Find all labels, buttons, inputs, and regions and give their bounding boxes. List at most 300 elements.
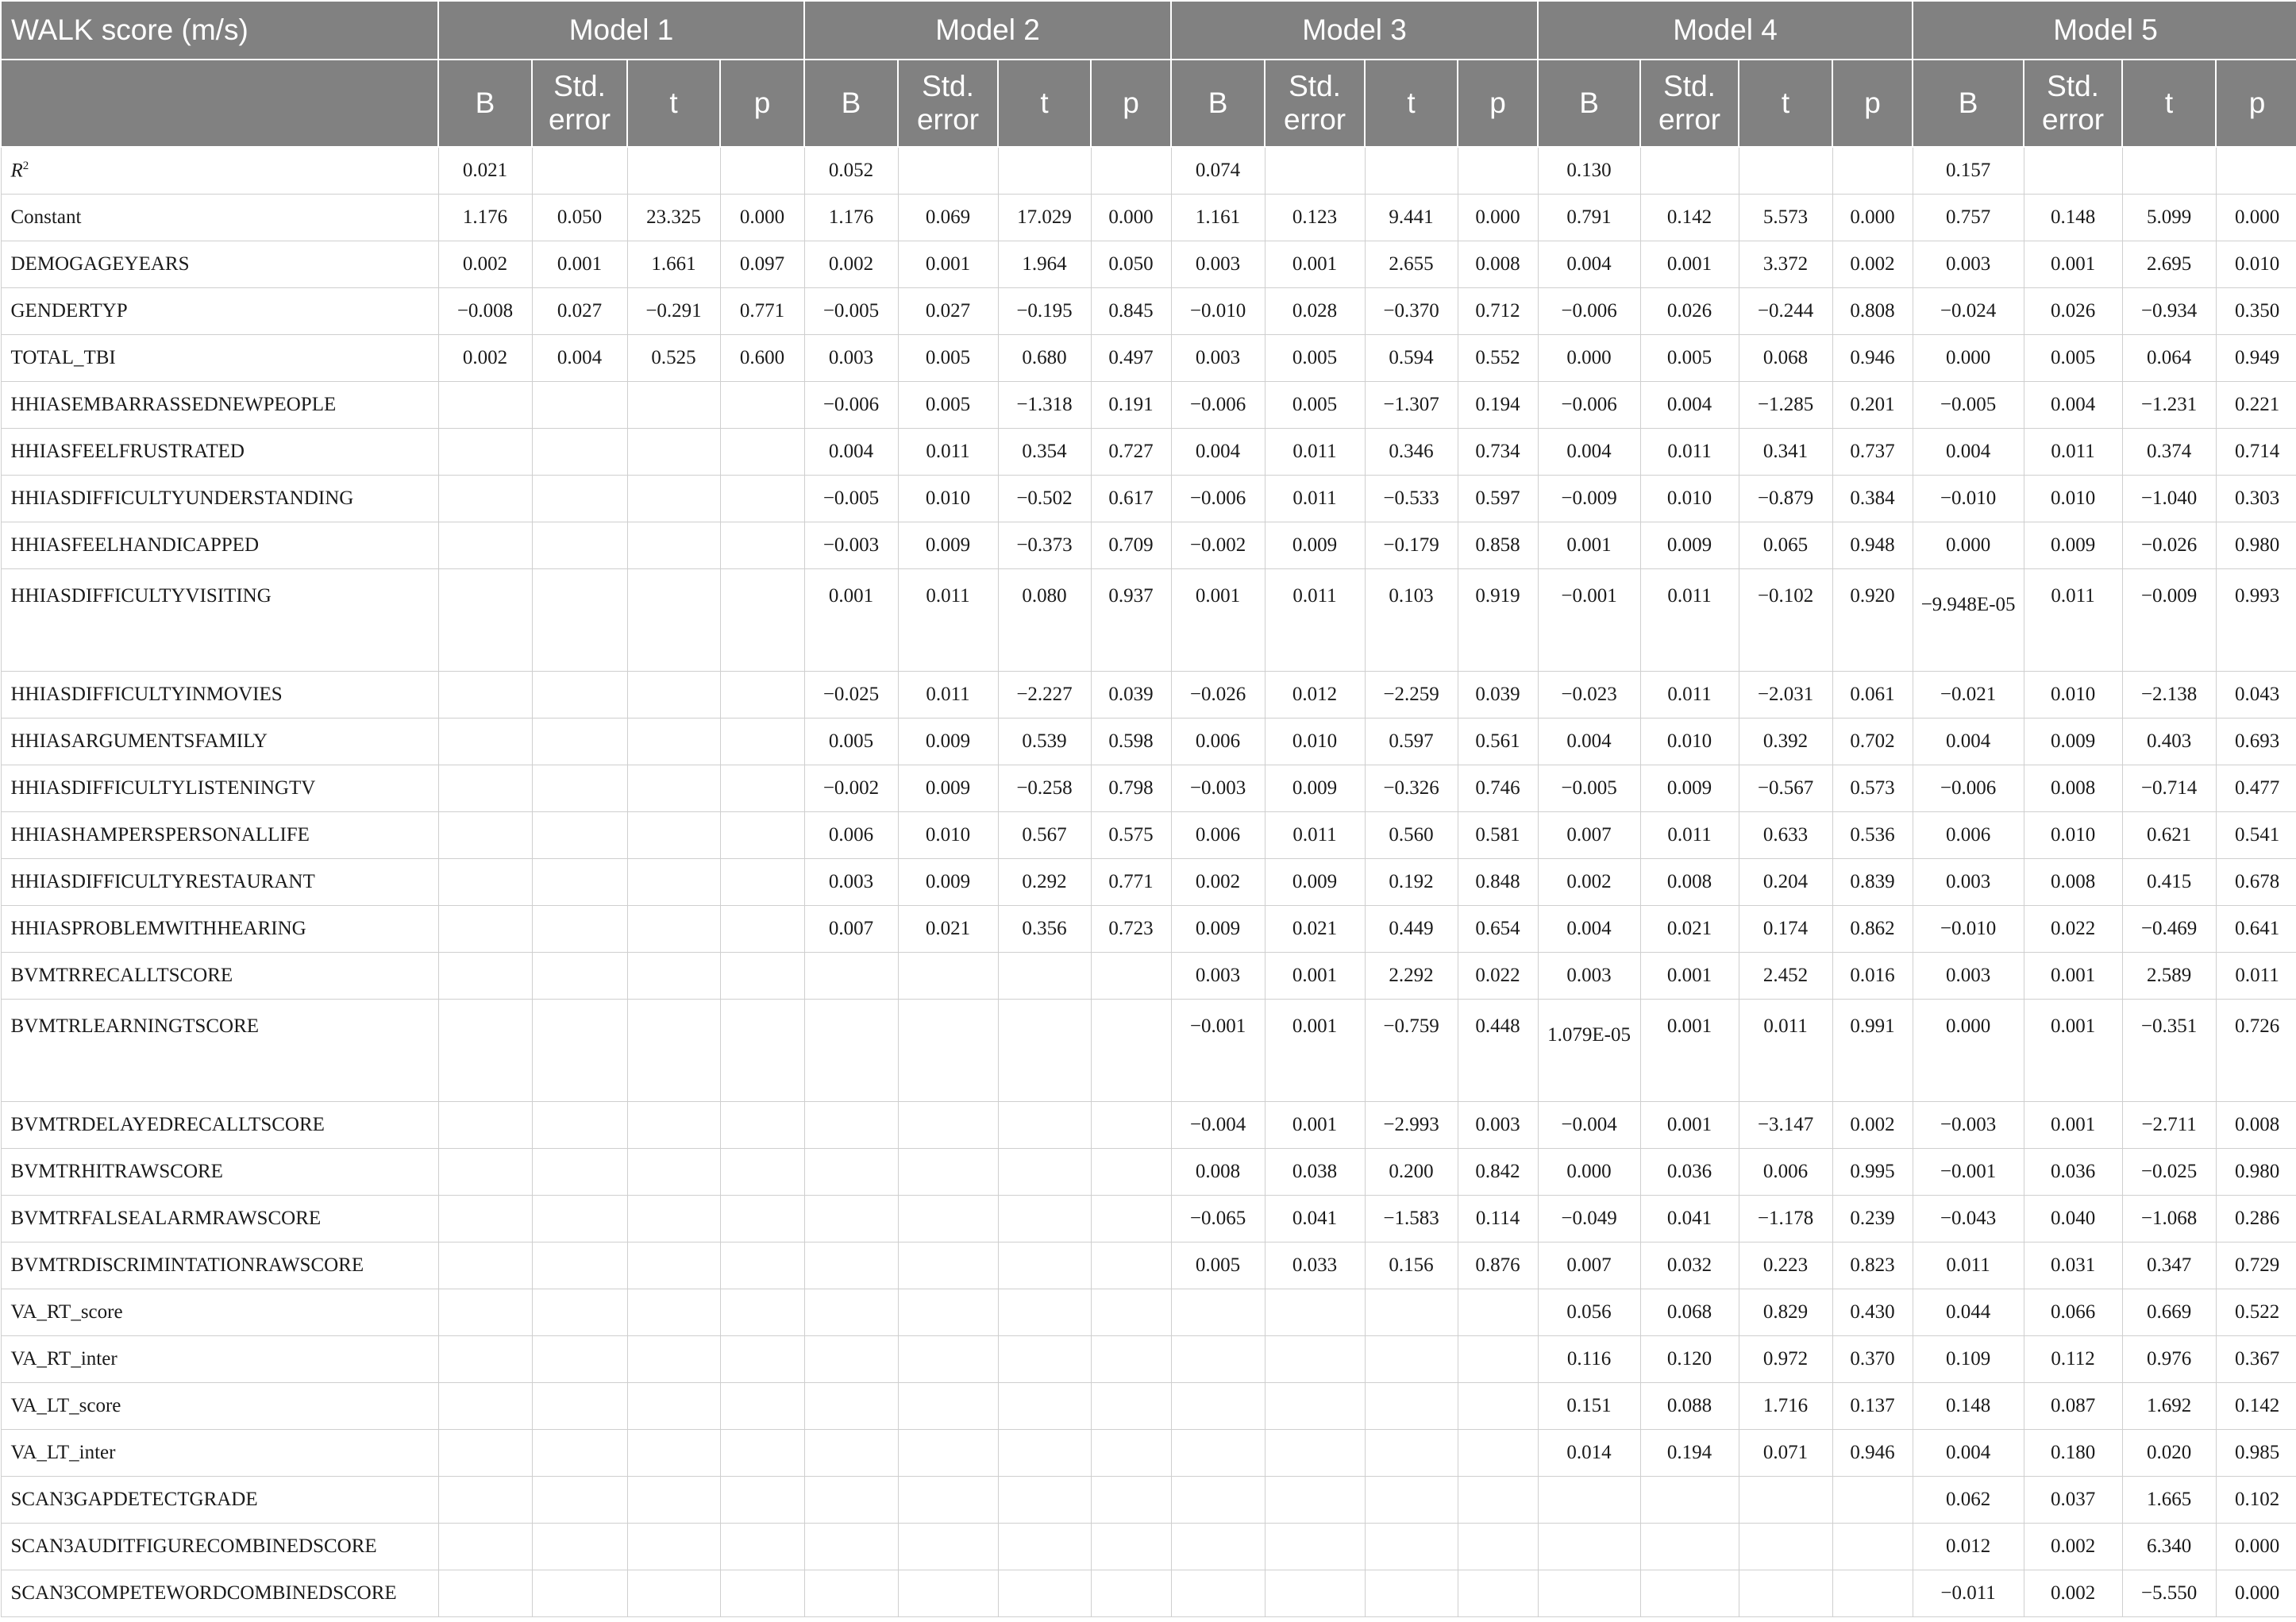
- table-cell: 0.194: [1640, 1430, 1739, 1477]
- table-cell: 0.726: [2216, 1000, 2296, 1102]
- table-cell: 0.004: [1171, 429, 1265, 476]
- table-cell: [720, 1000, 804, 1102]
- table-cell: 0.011: [1640, 812, 1739, 859]
- table-cell: [627, 1336, 720, 1383]
- table-cell: 0.003: [804, 335, 898, 382]
- table-cell: 0.995: [1832, 1149, 1913, 1196]
- table-row: [1, 241, 2296, 288]
- table-cell: −0.009: [2122, 569, 2216, 672]
- table-cell: 0.920: [1832, 569, 1913, 672]
- table-cell: 0.448: [1458, 1000, 1538, 1102]
- table-row: [1, 1000, 2296, 1102]
- subheader-p: p: [1832, 60, 1913, 147]
- table-cell: [898, 1430, 998, 1477]
- table-cell: 0.005: [1265, 335, 1365, 382]
- table-cell: 0.080: [998, 569, 1091, 672]
- subheader-p: p: [1458, 60, 1538, 147]
- table-cell: 0.669: [2122, 1289, 2216, 1336]
- subheader-std-error: Std. error: [2024, 60, 2122, 147]
- table-cell: [1265, 1477, 1365, 1524]
- table-row: [1, 1477, 2296, 1524]
- r2-value: 0.130: [1538, 147, 1640, 195]
- table-cell: [1091, 1383, 1171, 1430]
- table-cell: 0.204: [1739, 859, 1832, 906]
- table-cell: [804, 1243, 898, 1289]
- table-cell: 0.757: [1913, 195, 2024, 241]
- row-label: HHIASDIFFICULTYINMOVIES: [1, 672, 438, 719]
- table-cell: 0.005: [898, 382, 998, 429]
- table-cell: 0.026: [2024, 288, 2122, 335]
- table-row: [1, 288, 2296, 335]
- table-cell: [438, 1149, 532, 1196]
- table-cell: [1365, 1430, 1458, 1477]
- table-cell: 0.137: [1832, 1383, 1913, 1430]
- table-cell: 0.011: [898, 672, 998, 719]
- table-cell: −0.021: [1913, 672, 2024, 719]
- table-cell: 0.002: [438, 241, 532, 288]
- table-cell: −0.373: [998, 522, 1091, 569]
- table-cell: 0.120: [1640, 1336, 1739, 1383]
- table-cell: 0.003: [1458, 1102, 1538, 1149]
- table-cell: −0.326: [1365, 765, 1458, 812]
- table-row: [1, 195, 2296, 241]
- subheader-row: [1, 60, 2296, 147]
- table-cell: [438, 906, 532, 953]
- subheader-std-error: Std. error: [1265, 60, 1365, 147]
- table-cell: −0.351: [2122, 1000, 2216, 1102]
- table-cell: [1265, 1336, 1365, 1383]
- table-cell: 0.001: [1265, 241, 1365, 288]
- table-cell: 0.010: [1640, 476, 1739, 522]
- table-cell: 0.347: [2122, 1243, 2216, 1289]
- table-cell: 0.356: [998, 906, 1091, 953]
- table-row: [1, 429, 2296, 476]
- table-cell: −0.533: [1365, 476, 1458, 522]
- table-row: [1, 1243, 2296, 1289]
- table-cell: 0.654: [1458, 906, 1538, 953]
- table-cell: 0.142: [1640, 195, 1739, 241]
- table-cell: [438, 522, 532, 569]
- table-cell: −0.009: [1538, 476, 1640, 522]
- table-cell: 0.848: [1458, 859, 1538, 906]
- table-cell: [1091, 1102, 1171, 1149]
- table-cell: [1538, 1570, 1640, 1617]
- table-cell: 0.746: [1458, 765, 1538, 812]
- table-cell: [804, 1570, 898, 1617]
- table-cell: 0.001: [1640, 1000, 1739, 1102]
- table-cell: [532, 1430, 627, 1477]
- table-cell: 0.000: [1913, 335, 2024, 382]
- table-cell: 0.112: [2024, 1336, 2122, 1383]
- table-cell: 0.009: [898, 522, 998, 569]
- row-label: HHIASARGUMENTSFAMILY: [1, 719, 438, 765]
- table-cell: 0.116: [1538, 1336, 1640, 1383]
- table-cell: 0.011: [2024, 569, 2122, 672]
- table-header: [1, 1, 2296, 147]
- table-cell: [532, 672, 627, 719]
- table-cell: 0.001: [1265, 1000, 1365, 1102]
- table-cell: 0.004: [1538, 241, 1640, 288]
- r2-value: 0.074: [1171, 147, 1265, 195]
- table-cell: [438, 1570, 532, 1617]
- table-cell: 0.292: [998, 859, 1091, 906]
- table-cell: 0.003: [804, 859, 898, 906]
- table-cell: −0.714: [2122, 765, 2216, 812]
- table-cell: 0.430: [1832, 1289, 1913, 1336]
- table-cell: [1091, 1430, 1171, 1477]
- table-cell: [998, 1149, 1091, 1196]
- table-cell: 0.009: [1265, 522, 1365, 569]
- table-cell: −0.010: [1171, 288, 1265, 335]
- row-label: BVMTRDELAYEDRECALLTSCORE: [1, 1102, 438, 1149]
- table-cell: 0.005: [898, 335, 998, 382]
- table-cell: 9.441: [1365, 195, 1458, 241]
- table-cell: [1458, 1477, 1538, 1524]
- table-cell: −0.006: [1538, 382, 1640, 429]
- table-cell: −9.948E-05: [1913, 569, 2024, 672]
- table-cell: [532, 1289, 627, 1336]
- table-cell: [1171, 1524, 1265, 1570]
- table-cell: [627, 1477, 720, 1524]
- row-label: TOTAL_TBI: [1, 335, 438, 382]
- table-cell: 17.029: [998, 195, 1091, 241]
- table-cell: 0.004: [1913, 1430, 2024, 1477]
- table-cell: [720, 719, 804, 765]
- subheader-p: p: [2216, 60, 2296, 147]
- table-row: [1, 812, 2296, 859]
- table-cell: 0.633: [1739, 812, 1832, 859]
- subheader-t: t: [627, 60, 720, 147]
- table-cell: 0.560: [1365, 812, 1458, 859]
- table-cell: 0.876: [1458, 1243, 1538, 1289]
- table-cell: 0.021: [1640, 906, 1739, 953]
- table-cell: 0.021: [898, 906, 998, 953]
- table-row: [1, 569, 2296, 672]
- table-cell: −5.550: [2122, 1570, 2216, 1617]
- table-cell: −0.001: [1171, 1000, 1265, 1102]
- table-cell: [532, 382, 627, 429]
- table-cell: 0.678: [2216, 859, 2296, 906]
- table-cell: [720, 476, 804, 522]
- subheader-b: B: [438, 60, 532, 147]
- table-cell: −0.370: [1365, 288, 1458, 335]
- table-cell: [998, 1196, 1091, 1243]
- table-cell: 0.011: [1265, 569, 1365, 672]
- table-cell: −0.102: [1739, 569, 1832, 672]
- table-cell: [1265, 1430, 1365, 1477]
- table-cell: 0.005: [1171, 1243, 1265, 1289]
- table-row: [1, 1289, 2296, 1336]
- table-cell: 0.010: [898, 812, 998, 859]
- table-cell: 0.002: [1832, 1102, 1913, 1149]
- table-cell: 0.003: [1171, 335, 1265, 382]
- table-cell: [998, 1570, 1091, 1617]
- table-cell: 0.007: [804, 906, 898, 953]
- table-cell: 0.000: [720, 195, 804, 241]
- table-cell: [1265, 1289, 1365, 1336]
- table-cell: 0.011: [1265, 429, 1365, 476]
- table-cell: [532, 1570, 627, 1617]
- table-cell: −0.005: [804, 476, 898, 522]
- table-cell: [532, 1336, 627, 1383]
- table-cell: 0.036: [1640, 1149, 1739, 1196]
- table-cell: 0.064: [2122, 335, 2216, 382]
- table-cell: 0.103: [1365, 569, 1458, 672]
- table-cell: [438, 429, 532, 476]
- table-cell: 0.723: [1091, 906, 1171, 953]
- table-cell: 0.001: [1265, 953, 1365, 1000]
- table-cell: 0.097: [720, 241, 804, 288]
- table-cell: 0.066: [2024, 1289, 2122, 1336]
- table-cell: [627, 719, 720, 765]
- table-cell: [532, 1243, 627, 1289]
- model-header: Model 4: [1538, 1, 1913, 60]
- table-cell: [1171, 1336, 1265, 1383]
- table-cell: 0.071: [1739, 1430, 1832, 1477]
- table-cell: [720, 765, 804, 812]
- table-cell: 23.325: [627, 195, 720, 241]
- table-cell: −0.004: [1538, 1102, 1640, 1149]
- table-cell: [804, 1196, 898, 1243]
- table-row: [1, 765, 2296, 812]
- table-cell: [532, 859, 627, 906]
- table-cell: [898, 1196, 998, 1243]
- table-cell: 2.452: [1739, 953, 1832, 1000]
- table-cell: [1739, 1570, 1832, 1617]
- table-cell: 0.919: [1458, 569, 1538, 672]
- table-cell: [438, 1289, 532, 1336]
- table-cell: 0.062: [1913, 1477, 2024, 1524]
- table-cell: 0.008: [1171, 1149, 1265, 1196]
- table-cell: [998, 1243, 1091, 1289]
- table-cell: 0.037: [2024, 1477, 2122, 1524]
- table-cell: 3.372: [1739, 241, 1832, 288]
- row-label: SCAN3COMPETEWORDCOMBINEDSCORE: [1, 1570, 438, 1617]
- table-cell: 0.525: [627, 335, 720, 382]
- table-cell: 0.980: [2216, 522, 2296, 569]
- table-cell: [1365, 1336, 1458, 1383]
- table-cell: −0.934: [2122, 288, 2216, 335]
- table-cell: −1.178: [1739, 1196, 1832, 1243]
- table-cell: 1.161: [1171, 195, 1265, 241]
- table-cell: 0.001: [898, 241, 998, 288]
- table-cell: 0.734: [1458, 429, 1538, 476]
- table-cell: 0.011: [1640, 569, 1739, 672]
- table-cell: 0.010: [2024, 672, 2122, 719]
- table-cell: [804, 1430, 898, 1477]
- table-cell: 0.010: [2024, 476, 2122, 522]
- table-cell: 0.006: [1171, 812, 1265, 859]
- subheader-p: p: [720, 60, 804, 147]
- table-cell: 0.027: [532, 288, 627, 335]
- table-cell: −0.008: [438, 288, 532, 335]
- table-cell: −0.026: [2122, 522, 2216, 569]
- table-cell: 0.010: [1640, 719, 1739, 765]
- table-cell: −2.259: [1365, 672, 1458, 719]
- table-cell: [1171, 1477, 1265, 1524]
- table-row: [1, 382, 2296, 429]
- subheader-blank: [1, 60, 438, 147]
- table-cell: −0.195: [998, 288, 1091, 335]
- table-cell: 0.010: [2024, 812, 2122, 859]
- table-cell: 0.021: [1265, 906, 1365, 953]
- table-cell: [720, 1336, 804, 1383]
- table-cell: −0.879: [1739, 476, 1832, 522]
- table-cell: 0.680: [998, 335, 1091, 382]
- table-cell: 0.011: [1640, 429, 1739, 476]
- table-cell: [627, 1430, 720, 1477]
- table-cell: [1832, 1524, 1913, 1570]
- table-cell: 0.937: [1091, 569, 1171, 672]
- table-cell: [1171, 1383, 1265, 1430]
- table-row: [1, 1430, 2296, 1477]
- table-cell: 0.002: [1538, 859, 1640, 906]
- subheader-t: t: [2122, 60, 2216, 147]
- table-cell: [532, 1383, 627, 1430]
- table-cell: 0.009: [898, 765, 998, 812]
- table-cell: [1739, 1524, 1832, 1570]
- table-cell: 0.573: [1832, 765, 1913, 812]
- table-cell: 0.001: [1640, 241, 1739, 288]
- table-cell: 0.016: [1832, 953, 1913, 1000]
- table-cell: 1.716: [1739, 1383, 1832, 1430]
- subheader-std-error: Std. error: [532, 60, 627, 147]
- table-cell: [1832, 1570, 1913, 1617]
- table-row: [1, 1524, 2296, 1570]
- table-cell: 2.589: [2122, 953, 2216, 1000]
- table-cell: 0.201: [1832, 382, 1913, 429]
- table-cell: 0.001: [2024, 1000, 2122, 1102]
- table-cell: 0.567: [998, 812, 1091, 859]
- table-cell: 0.009: [898, 719, 998, 765]
- table-cell: 2.695: [2122, 241, 2216, 288]
- table-cell: 0.011: [2024, 429, 2122, 476]
- table-cell: [898, 1336, 998, 1383]
- table-cell: 0.003: [1913, 953, 2024, 1000]
- table-cell: 2.292: [1365, 953, 1458, 1000]
- table-cell: 0.286: [2216, 1196, 2296, 1243]
- table-cell: 0.449: [1365, 906, 1458, 953]
- row-label: GENDERTYP: [1, 288, 438, 335]
- table-cell: −0.502: [998, 476, 1091, 522]
- subheader-b: B: [1538, 60, 1640, 147]
- table-cell: 0.001: [2024, 953, 2122, 1000]
- row-label: HHIASDIFFICULTYUNDERSTANDING: [1, 476, 438, 522]
- table-cell: 0.415: [2122, 859, 2216, 906]
- table-cell: 0.003: [1538, 953, 1640, 1000]
- table-cell: 0.002: [2024, 1570, 2122, 1617]
- table-cell: [627, 1196, 720, 1243]
- table-row: [1, 1336, 2296, 1383]
- table-cell: [532, 906, 627, 953]
- table-cell: 0.858: [1458, 522, 1538, 569]
- table-cell: 0.702: [1832, 719, 1913, 765]
- table-cell: [532, 569, 627, 672]
- table-cell: 0.993: [2216, 569, 2296, 672]
- table-cell: 0.004: [532, 335, 627, 382]
- table-cell: 0.002: [804, 241, 898, 288]
- table-cell: [532, 1102, 627, 1149]
- table-cell: 0.069: [898, 195, 998, 241]
- table-cell: [1365, 1524, 1458, 1570]
- table-cell: [438, 1524, 532, 1570]
- table-cell: 0.005: [1640, 335, 1739, 382]
- table-cell: [1091, 1000, 1171, 1102]
- subheader-b: B: [1913, 60, 2024, 147]
- table-cell: [438, 569, 532, 672]
- table-cell: 0.002: [2024, 1524, 2122, 1570]
- model-header: Model 1: [438, 1, 804, 60]
- table-cell: 0.007: [1538, 1243, 1640, 1289]
- table-cell: [627, 1524, 720, 1570]
- table-cell: 0.771: [1091, 859, 1171, 906]
- table-cell: 0.370: [1832, 1336, 1913, 1383]
- table-cell: 0.392: [1739, 719, 1832, 765]
- table-cell: 0.791: [1538, 195, 1640, 241]
- table-cell: 0.403: [2122, 719, 2216, 765]
- table-cell: [804, 1524, 898, 1570]
- table-cell: [1171, 1570, 1265, 1617]
- table-cell: 0.174: [1739, 906, 1832, 953]
- table-cell: 0.004: [1538, 906, 1640, 953]
- table-cell: [720, 1430, 804, 1477]
- table-cell: −0.002: [804, 765, 898, 812]
- table-cell: −0.010: [1913, 906, 2024, 953]
- table-cell: 5.099: [2122, 195, 2216, 241]
- table-cell: −3.147: [1739, 1102, 1832, 1149]
- table-row: [1, 953, 2296, 1000]
- table-cell: 0.862: [1832, 906, 1913, 953]
- table-cell: [438, 1102, 532, 1149]
- table-cell: 0.109: [1913, 1336, 2024, 1383]
- table-cell: [998, 1000, 1091, 1102]
- table-cell: 0.011: [1640, 672, 1739, 719]
- table-cell: 0.709: [1091, 522, 1171, 569]
- table-cell: −0.003: [1913, 1102, 2024, 1149]
- table-cell: [720, 1383, 804, 1430]
- row-label: HHIASFEELFRUSTRATED: [1, 429, 438, 476]
- table-cell: 0.040: [2024, 1196, 2122, 1243]
- table-cell: [720, 1524, 804, 1570]
- table-cell: 0.200: [1365, 1149, 1458, 1196]
- table-cell: [1739, 1477, 1832, 1524]
- table-cell: −0.006: [1171, 476, 1265, 522]
- table-cell: 0.039: [1458, 672, 1538, 719]
- table-cell: [898, 1570, 998, 1617]
- table-cell: −1.231: [2122, 382, 2216, 429]
- table-cell: −0.049: [1538, 1196, 1640, 1243]
- table-cell: −1.583: [1365, 1196, 1458, 1243]
- row-label: HHIASDIFFICULTYLISTENINGTV: [1, 765, 438, 812]
- table-cell: 0.003: [1913, 859, 2024, 906]
- table-cell: 0.020: [2122, 1430, 2216, 1477]
- row-label: HHIASHAMPERSPERSONALLIFE: [1, 812, 438, 859]
- table-cell: [532, 476, 627, 522]
- table-cell: 0.842: [1458, 1149, 1538, 1196]
- table-cell: [720, 953, 804, 1000]
- table-cell: 0.497: [1091, 335, 1171, 382]
- table-cell: 0.004: [1913, 719, 2024, 765]
- table-cell: [627, 569, 720, 672]
- table-cell: 0.829: [1739, 1289, 1832, 1336]
- table-cell: 1.665: [2122, 1477, 2216, 1524]
- table-cell: 0.006: [1913, 812, 2024, 859]
- table-cell: [998, 953, 1091, 1000]
- table-cell: [804, 1477, 898, 1524]
- subheader-t: t: [1365, 60, 1458, 147]
- table-cell: [898, 1102, 998, 1149]
- table-cell: [898, 1243, 998, 1289]
